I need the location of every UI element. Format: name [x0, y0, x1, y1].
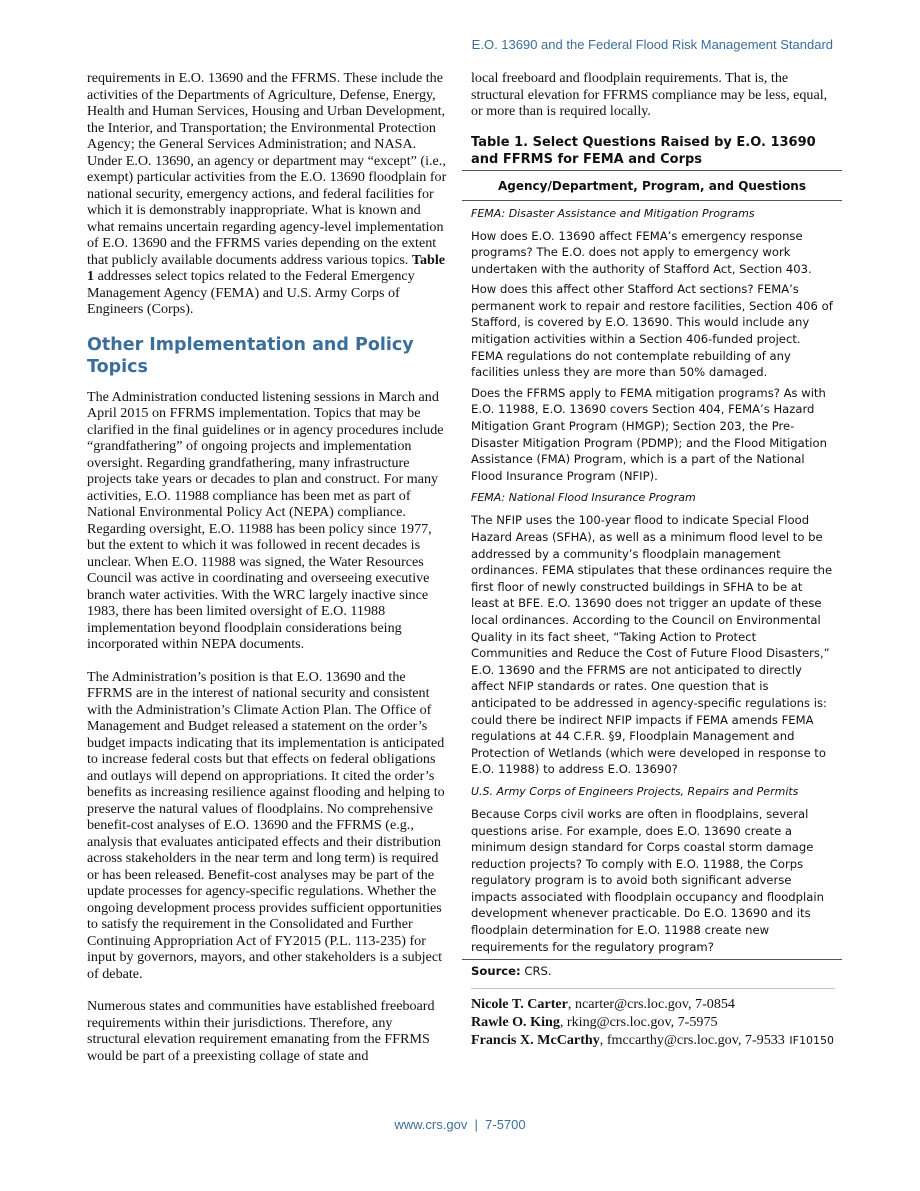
source-label: Source:	[471, 964, 521, 979]
divider	[471, 988, 835, 989]
left-column	[87, 70, 449, 1080]
questions-table	[462, 170, 842, 980]
table-question: How does this affect other Stafford Act sections? FEMA’s permanent work to repair and restore facilities, Section 406 of Stafford, is covered by E.O. 13690. This would include any mitigation activities within a Section 406-funded project. FEMA regulations do not contemplate rebuilding of any facilities unless they are more than 50% damaged.	[471, 282, 833, 380]
body-paragraph: Numerous states and communities have established freeboard requirements within their jurisdictions. Therefore, any structural elevation requirement emanating from the FFRMS would be part of a preexisting collage of state and	[87, 998, 435, 1064]
table-reference: Table 1	[87, 251, 446, 284]
table-section-heading: FEMA: National Flood Insurance Program	[471, 491, 696, 505]
author-detail: , fmccarthy@crs.loc.gov, 7-9533	[599, 1032, 785, 1049]
table-question: Because Corps civil works are often in floodplains, several questions arise. For example, does E.O. 13690 create a minimum design standard for Corps coastal storm damage reduction projects? To comply with E.O. 11988, the Corps regulatory program is to avoid both significant adverse impacts associated with floodplain occupancy and floodplain development whenever practicable. Do E.O. 13690 and its floodplain determination for E.O. 11988 create new requirements for the regulatory program?	[471, 806, 824, 954]
table-question: Does the FFRMS apply to FEMA mitigation programs? As with E.O. 11988, E.O. 13690 covers Section 404, FEMA’s Hazard Mitigation Grant Program (HMGP); Section 203, the Pre-Disaster Mitigation Program (PDMP); and the Flood Mitigation Assistance (FMA) Program, which is a part of the National Flood Insurance Program (NFIP).	[471, 385, 827, 483]
author-contact	[471, 1031, 842, 1049]
paragraph-text: addresses select topics related to the Federal Emergency Management Agency (FEMA) and U.S. Army Corps of Engineers (Corps).	[87, 268, 415, 317]
author-name: Francis X. McCarthy	[471, 1032, 600, 1049]
author-name: Nicole T. Carter	[471, 996, 568, 1013]
table-body	[462, 201, 842, 956]
author-contact	[471, 995, 842, 1013]
document-id: IF10150	[789, 1034, 834, 1047]
author-detail: , rking@crs.loc.gov, 7-5975	[559, 1014, 718, 1031]
body-paragraph: The Administration’s position is that E.O. 13690 and the FFRMS are in the interest of national security and consistent with the Administration’s Climate Action Plan. The Office of Management and Budget released a statement on the order’s budget impacts indicating that its implementation is anticipated to increase federal costs but that effects on federal obligations and outlays will depend on appropriations. It cited the order’s benefits as increasing resilience against flooding and helping to preserve the natural values of floodplains. No comprehensive benefit-cost analyses of E.O. 13690 and the FFRMS (e.g., analysis that evaluates anticipated effects and their distribution across stakeholders in the near term and long term) is required or has been released. Benefit-cost analyses may be part of the update processes for agency-specific regulations. Whether the ongoing development process provides sufficient opportunities to satisfy the requirement in the Consolidated and Further Continuing Appropriation Act of FY2015 (P.L. 113-235) for input by governors, mayors, and other stakeholders is a subject of debate.	[87, 668, 445, 982]
running-header: E.O. 13690 and the Federal Flood Risk Management Standard	[471, 37, 833, 52]
table-source	[462, 959, 842, 979]
author-detail: , ncarter@crs.loc.gov, 7-0854	[567, 996, 735, 1013]
table-question: How does E.O. 13690 affect FEMA’s emergency response programs? The E.O. does not apply to emergency work undertaken with the authority of Stafford Act, Section 403.	[471, 228, 812, 276]
table-section-heading: U.S. Army Corps of Engineers Projects, Repairs and Permits	[471, 784, 799, 798]
table-column-header: Agency/Department, Program, and Questions	[462, 170, 842, 201]
body-paragraph: The Administration conducted listening sessions in March and April 2015 on FFRMS implementation. Topics that may be clarified in the final guidelines or in agency procedures include “grandfathering” of ongoing projects and implementation oversight. Regarding grandfathering, many infrastructure projects take years or decades to plan and construct. For many activities, E.O. 11988 compliance has been met as part of National Environmental Policy Act (NEPA) compliance. Regarding oversight, E.O. 11988 has been policy since 1977, but the extent to which it was followed in recent decades is unclear. When E.O. 11988 was signed, the Water Resources Council was active in coordinating and overseeing executive branch water activities. With the WRC largely inactive since 1983, there has been limited oversight of E.O. 11988 implementation beyond floodplain considerations being incorporated within NEPA documents.	[87, 388, 444, 652]
paragraph-text: requirements in E.O. 13690 and the FFRMS. These include the activities of the Departments of Agriculture, Defense, Energy, Health and Human Services, Housing and Urban Development, the Interior, and Transportation; the Environmental Protection Agency; the General Services Administration; and NASA. Under E.O. 13690, an agency or department may “except” (i.e., exempt) particular activities from the E.O. 13690 floodplain for national security, emergency actions, and federal facilities for which it is demonstrably inappropriate. What is known and what remains uncertain regarding agency-level implementation of E.O. 13690 and the FFRMS varies depending on the extent that publicly available documents address various topics.	[87, 70, 447, 268]
body-paragraph: local freeboard and floodplain requirements. That is, the structural elevation for FFRMS compliance may be less, equal, or more than is required locally.	[471, 70, 828, 119]
table-section-heading: FEMA: Disaster Assistance and Mitigation Programs	[471, 206, 755, 220]
section-heading: Other Implementation and Policy Topics	[87, 334, 414, 377]
right-column	[471, 70, 842, 1049]
page-footer: www.crs.gov | 7-5700	[394, 1117, 526, 1132]
author-name: Rawle O. King	[471, 1014, 560, 1031]
body-paragraph	[87, 70, 449, 318]
author-contacts	[471, 995, 842, 1049]
source-value: CRS.	[520, 964, 552, 979]
table-caption: Table 1. Select Questions Raised by E.O. 13690 and FFRMS for FEMA and Corps	[471, 134, 816, 167]
table-question: The NFIP uses the 100-year flood to indicate Special Flood Hazard Areas (SFHA), as well as a minimum flood level to be addressed by a community’s floodplain management ordinances. FEMA stipulates that these ordinances require the first floor of newly constructed buildings in SFHA to be at least at BFE. E.O. 13690 does not trigger an update of these local ordinances. According to the Council on Environmental Quality in its fact sheet, “Taking Action to Protect Communities and Reduce the Cost of Future Flood Disasters,” E.O. 13690 and the FFRMS are not anticipated to directly affect NFIP standards or rates. One question that is anticipated to be addressed in agency-specific regulations is: could there be indirect NFIP impacts if FEMA amends FEMA regulations at 44 C.F.R. §9, Floodplain Management and Protection of Wetlands (which were developed in response to E.O. 11988) to address E.O. 13690?	[471, 513, 833, 777]
author-contact	[471, 1013, 842, 1031]
